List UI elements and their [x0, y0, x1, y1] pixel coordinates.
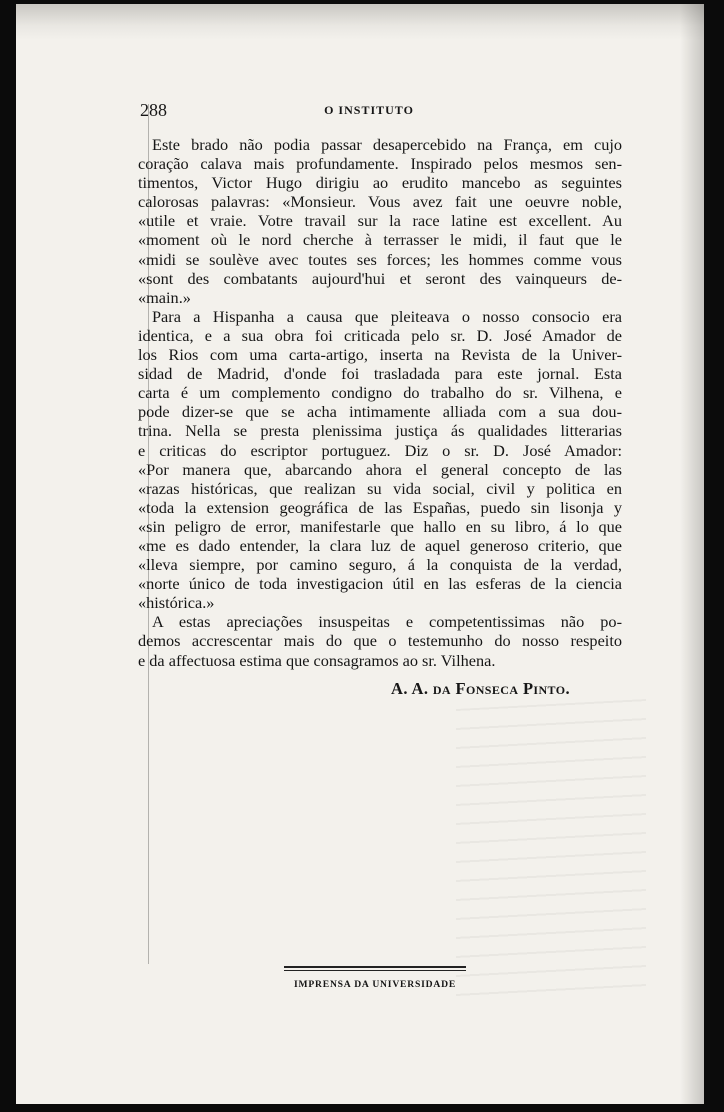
running-title: O INSTITUTO	[324, 103, 414, 117]
text-line: trina. Nella se presta plenissima justiça ás qualidades litterarias	[138, 421, 622, 441]
imprint-rule	[284, 970, 466, 971]
bleed-through-shadow	[456, 699, 646, 1009]
text-line: los Rios com uma carta-artigo, inserta na Revista de la Univer-	[138, 345, 622, 365]
author-signature: A. A. da Fonseca Pinto.	[391, 679, 570, 698]
text-line: «midi se soulève avec toutes ses forces; les hommes comme vous	[138, 249, 622, 269]
text-line: «utile et vraie. Votre travail sur la race latine est excellent. Au	[138, 211, 622, 231]
page-number: 288	[140, 100, 167, 120]
text-line: «norte único de toda investigacion útil en las esferas de la ciencia	[138, 574, 622, 594]
imprint-rule	[284, 966, 466, 968]
text-line: «histórica.»	[138, 593, 215, 613]
text-line: Para a Hispanha a causa que pleiteava o nosso consocio era	[152, 306, 622, 326]
text-line: A estas apreciações insuspeitas e competentissimas não po-	[152, 612, 622, 632]
text-line: identica, e a sua obra foi criticada pelo sr. D. José Amador de	[138, 325, 622, 345]
page	[16, 4, 704, 1104]
text-line: «sont des combatants aujourd'hui et seront des vainqueurs de-	[138, 268, 622, 288]
text-line: «sin peligro de error, manifestarle que hallo en su libro, á lo que	[138, 516, 622, 536]
text-line: «me es dado entender, la clara luz de aquel generoso criterio, que	[138, 535, 622, 555]
text-line: sidad de Madrid, d'onde foi trasladada para este jornal. Esta	[138, 364, 622, 384]
text-line: pode dizer-se que se acha intimamente alliada com a sua dou-	[138, 402, 622, 422]
printer-imprint	[284, 966, 466, 992]
text-line: «lleva siempre, por camino seguro, á la conquista de la verdad,	[138, 555, 622, 575]
text-line: coração calava mais profundamente. Inspirado pelos mesmos sen-	[138, 154, 622, 174]
text-line: timentos, Victor Hugo dirigiu ao erudito mancebo as seguintes	[138, 173, 622, 193]
text-line: e da affectuosa estima que consagramos ao sr. Vilhena.	[138, 650, 496, 670]
imprint-text: IMPRENSA DA UNIVERSIDADE	[293, 979, 457, 990]
text-line: e criticas do escriptor portuguez. Diz o sr. D. José Amador:	[138, 440, 622, 460]
text-line: «Por manera que, abarcando ahora el general concepto de las	[138, 459, 622, 479]
text-line: «toda la extension geográfica de las Españas, puedo sin lisonja y	[138, 497, 622, 517]
text-line: «moment où le nord cherche à terrasser le midi, il faut que le	[138, 230, 622, 250]
text-line: demos accrescentar mais do que o testemunho do nosso respeito	[138, 631, 622, 651]
paragraph-1	[138, 135, 622, 307]
text-line: «razas históricas, que realizan su vida social, civil y politica en	[138, 478, 622, 498]
text-line: carta é um complemento condigno do trabalho do sr. Vilhena, e	[138, 383, 622, 403]
text-line: «main.»	[138, 287, 191, 307]
paragraph-2	[138, 307, 622, 613]
text-line: calorosas palavras: «Monsieur. Vous avez fait une oeuvre noble,	[138, 192, 622, 212]
text-line: Este brado não podia passar desapercebido na França, em cujo	[152, 135, 622, 154]
paragraph-3	[138, 612, 622, 669]
running-header	[140, 100, 598, 120]
article-body	[138, 135, 622, 670]
